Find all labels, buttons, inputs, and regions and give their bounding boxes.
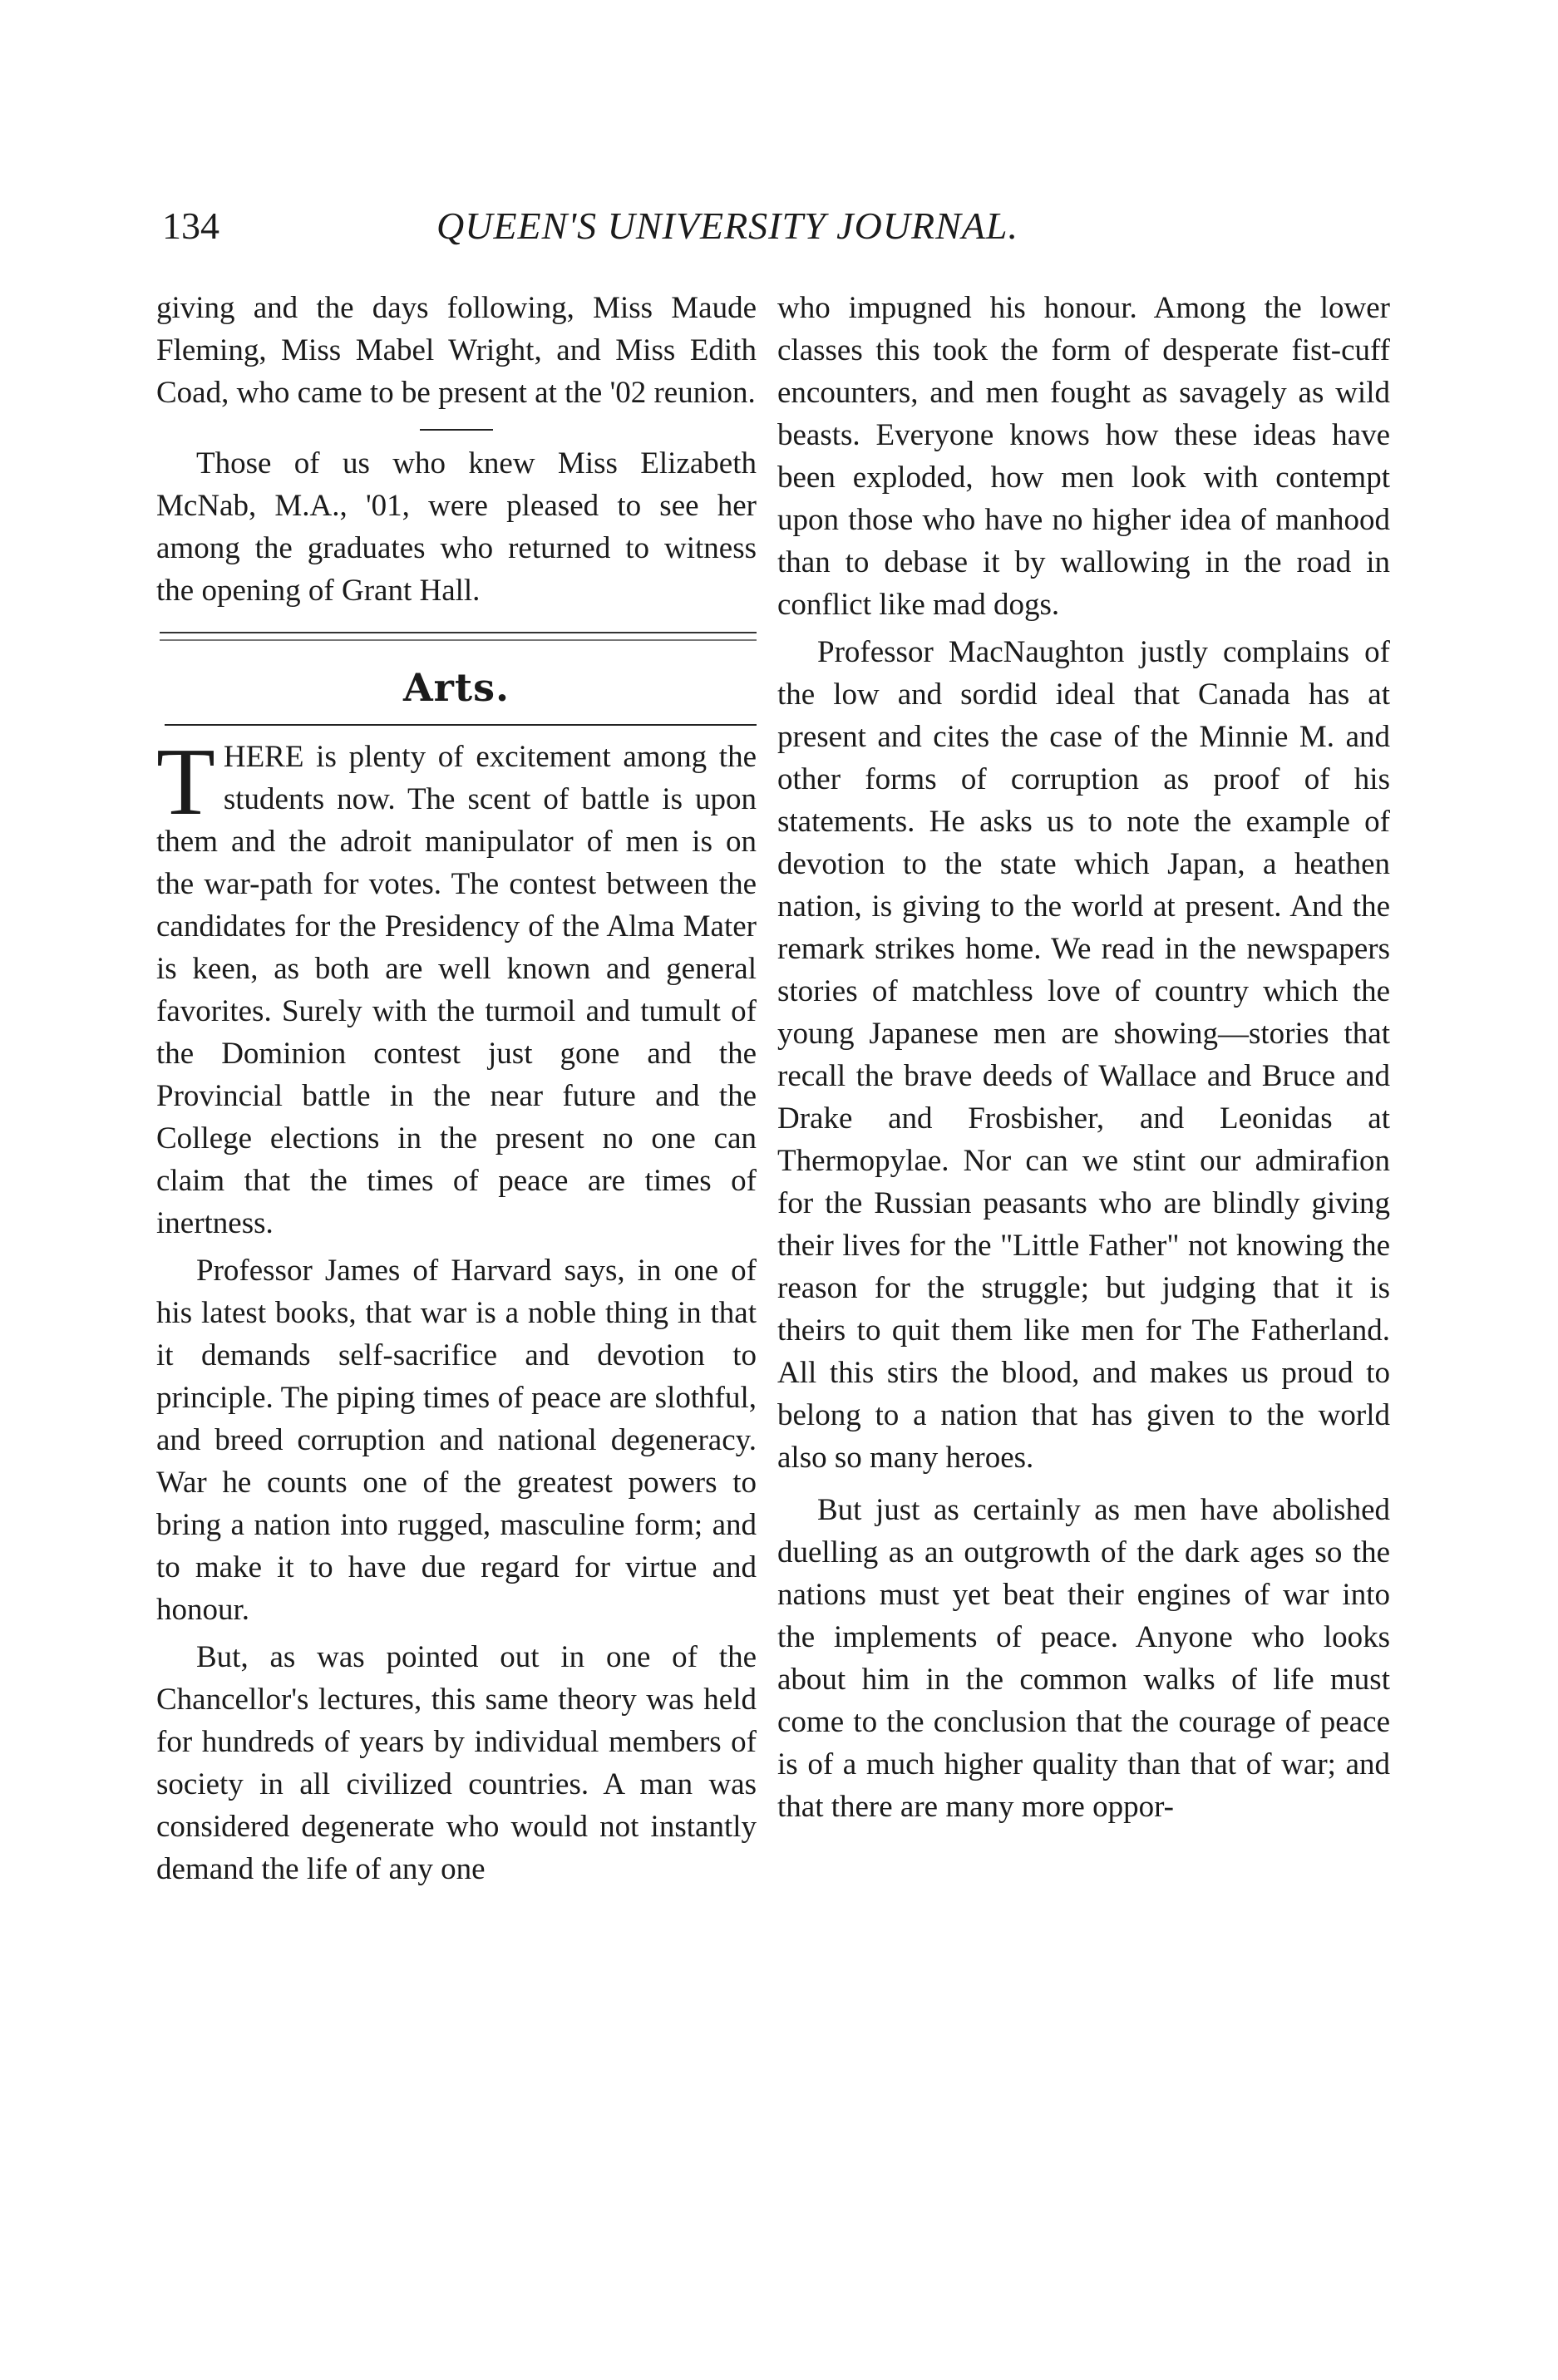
paragraph-chancellor: But, as was pointed out in one of the Chancellor's lectures, this same theory was held for hundreds of years by individual members of society in all civilized countries. A man was considered degenerate who would not instantly demand the life of any one [156,1640,757,1886]
paragraph-excitement [156,729,757,1244]
page-number: 134 [162,204,219,247]
short-divider [420,429,493,431]
running-title: QUEEN'S UNIVERSITY JOURNAL. [436,204,1018,247]
paragraph-peace: But just as certainly as men have abolished duelling as an outgrowth of the dark ages so the nations must yet beat their engines of war into the implements of peace. Anyone who looks about him in the common walks of life must come to the conclusion that the courage of peace is of a much higher quality than that of war; and that there are many more oppor- [777,1493,1390,1824]
right-column [777,287,1390,1828]
drop-cap: T [156,729,215,835]
paragraph-honour: who impugned his honour. Among the lower classes this took the form of desperate fist-cuff encounters, and men fought as savagely as wild beasts. Everyone knows how these ideas have been exploded, how men look with contempt upon those who have no higher idea of manhood than to debase it by wallowing in the road in conflict like mad dogs. [777,291,1390,622]
page-header [162,204,1384,270]
paragraph-macnaughton: Professor MacNaughton justly complains of the low and sordid ideal that Canada has at present and cites the case of the Minnie M. and other forms of corruption as proof of his statements. He asks us to note the example of devotion to the state which Japan, a heathen nation, is giving to the world at present. And the remark strikes home. We read in the newspapers stories of matchless love of country which the young Japanese men are showing—stories that recall the brave deeds of Wallace and Bruce and Drake and Frosbisher, and Leonidas at Thermopylae. Nor can we stint our admirafion for the Russian peasants who are blindly giving their lives for the "Little Father" not knowing the reason for the struggle; but judging that it is theirs to quit them like men for The Fatherland. All this stirs the blood, and makes us proud to belong to a nation that has given to the world also so many heroes. [777,635,1390,1475]
paragraph-mcnab: Those of us who knew Miss Elizabeth McNab, M.A., '01, were pleased to see her among the graduates who returned to witness the opening of Grant Hall. [156,446,757,608]
paragraph-excitement-text: HERE is plenty of excitement among the students now. The scent of battle is upon them and the adroit manipulator of men is on the war-path for votes. The contest between the candidates for the Presidency of the Alma Mater is keen, as both are well known and general favorites. Surely with the turmoil and tumult of the Dominion contest just gone and the Provincial battle in the near future and the College elections in the present no one can claim that the times of peace are times of inertness. [156,740,757,1240]
paragraph-james: Professor James of Harvard says, in one of his latest books, that war is a noble thing in that it demands self-sacrifice and devotion to principle. The piping times of peace are slothful, and breed corruption and national degeneracy. War he counts one of the greatest powers to bring a nation into rugged, masculine form; and to make it to have due regard for virtue and honour. [156,1254,757,1627]
paragraph-continuation: giving and the days following, Miss Maude Fleming, Miss Mabel Wright, and Miss Edith Coad, who came to be present at the '02 reunion. [156,291,757,410]
left-column [156,287,757,1890]
section-double-divider [160,632,757,641]
section-divider [165,724,757,726]
section-title-arts: Arts. [402,665,510,710]
